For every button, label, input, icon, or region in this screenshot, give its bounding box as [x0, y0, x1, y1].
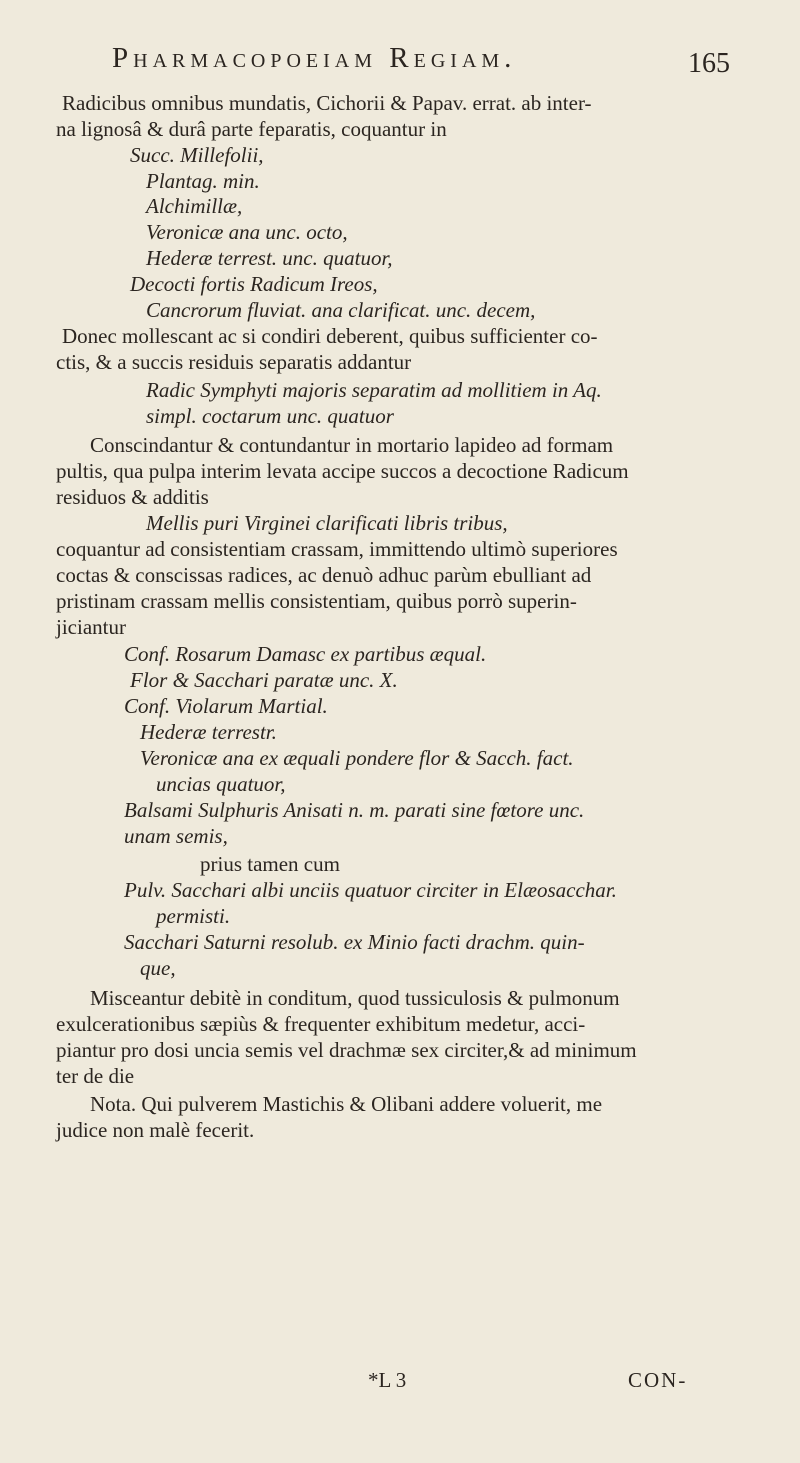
- text-line: Hederæ terrest. unc. quatuor,: [146, 246, 393, 270]
- text-line: Veronicæ ana unc. octo,: [146, 220, 348, 244]
- text-line: permisti.: [156, 904, 231, 928]
- text-line: Flor & Sacchari paratæ unc. X.: [130, 668, 398, 692]
- signature-mark: *L 3: [368, 1368, 407, 1392]
- text-line: na lignosâ & durâ parte feparatis, coquantur in: [56, 117, 447, 141]
- text-line: ctis, & a succis residuis separatis addantur: [56, 350, 412, 374]
- text-line: exulcerationibus sæpiùs & frequenter exhibitum medetur, acci-: [56, 1012, 586, 1036]
- text-line: Radicibus omnibus mundatis, Cichorii & Papav. errat. ab inter-: [62, 91, 592, 115]
- text-line: Hederæ terrestr.: [140, 720, 277, 744]
- text-line: Sacchari Saturni resolub. ex Minio facti drachm. quin-: [124, 930, 585, 954]
- text-line: residuos & additis: [56, 485, 209, 509]
- catchword: CON-: [628, 1368, 688, 1392]
- text-line: simpl. coctarum unc. quatuor: [146, 404, 394, 428]
- text-line: Veronicæ ana ex æquali pondere flor & Sacch. fact.: [140, 746, 574, 770]
- text-line: uncias quatuor,: [156, 772, 286, 796]
- text-line: ter de die: [56, 1064, 135, 1088]
- running-title: Pharmacopoeiam Regiam.: [112, 42, 517, 74]
- text-line: Conf. Rosarum Damasc ex partibus æqual.: [124, 642, 487, 666]
- text-line: judice non malè fecerit.: [56, 1118, 255, 1142]
- text-line: Donec mollescant ac si condiri deberent, quibus sufficienter co-: [62, 324, 598, 348]
- text-line: piantur pro dosi uncia semis vel drachmæ sex circiter,& ad minimum: [56, 1038, 637, 1062]
- text-line: Decocti fortis Radicum Ireos,: [130, 272, 378, 296]
- text-line: unam semis,: [124, 824, 228, 848]
- text-line: Misceantur debitè in conditum, quod tussiculosis & pulmonum: [90, 986, 620, 1010]
- text-line: Cancrorum fluviat. ana clarificat. unc. decem,: [146, 298, 536, 322]
- text-line: Succ. Millefolii,: [130, 143, 264, 167]
- text-line: Radic Symphyti majoris separatim ad mollitiem in Aq.: [146, 378, 602, 402]
- text-line: Conf. Violarum Martial.: [124, 694, 328, 718]
- text-line: pultis, qua pulpa interim levata accipe succos a decoctione Radicum: [56, 459, 629, 483]
- text-line: coctas & conscissas radices, ac denuò adhuc parùm ebulliant ad: [56, 563, 592, 587]
- text-line: Conscindantur & contundantur in mortario lapideo ad formam: [90, 433, 614, 457]
- text-line: Plantag. min.: [146, 169, 260, 193]
- text-line: prius tamen cum: [200, 852, 340, 876]
- text-line: Mellis puri Virginei clarificati libris tribus,: [146, 511, 508, 535]
- text-line: jiciantur: [56, 615, 126, 639]
- text-line: Balsami Sulphuris Anisati n. m. parati sine fœtore unc.: [124, 798, 585, 822]
- text-line: Pulv. Sacchari albi unciis quatuor circiter in Elæosacchar.: [124, 878, 617, 902]
- text-line: que,: [140, 956, 176, 980]
- page-number: 165: [688, 48, 730, 79]
- text-line: coquantur ad consistentiam crassam, immittendo ultimò superiores: [56, 537, 618, 561]
- text-line: Alchimillæ,: [146, 194, 243, 218]
- text-line: Nota. Qui pulverem Mastichis & Olibani addere voluerit, me: [90, 1092, 603, 1116]
- text-line: pristinam crassam mellis consistentiam, quibus porrò superin-: [56, 589, 577, 613]
